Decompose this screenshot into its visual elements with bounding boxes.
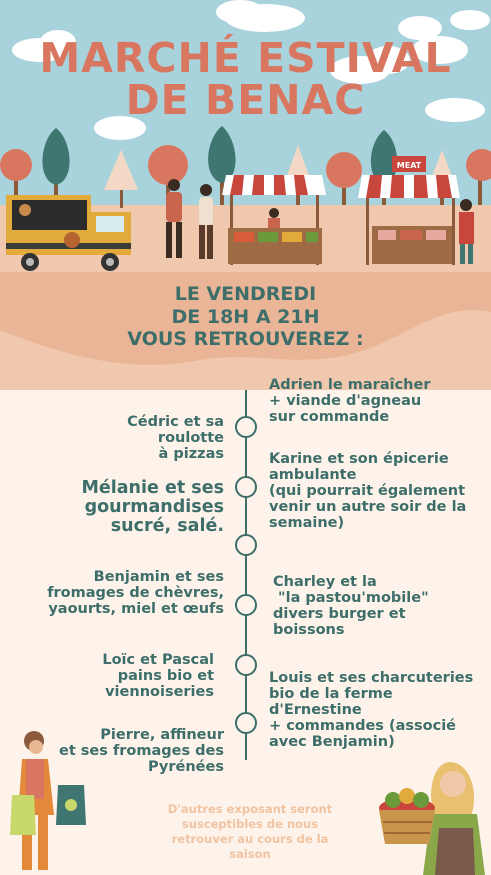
title-line-2: DE BENAC xyxy=(125,76,366,124)
timeline xyxy=(245,390,247,760)
woman-with-bag-illustration xyxy=(0,725,100,875)
exhibitor-melanie: Mélanie et ses gourmandises sucré, salé. xyxy=(81,478,224,536)
exhibitor-pierre: Pierre, affineur et ses fromages des Pyrénées xyxy=(58,727,224,775)
footer-note: D'autres exposant seront susceptibles de nous retrouver au cours de la saison xyxy=(167,802,333,861)
schedule-hours: DE 18H A 21H xyxy=(171,306,320,328)
exhibitor-charley: Charley et la "la pastou'mobile" divers burger et boissons xyxy=(273,574,429,638)
title-line-1: MARCHÉ ESTIVAL xyxy=(39,34,452,82)
schedule-intro: VOUS RETROUVEREZ : xyxy=(127,328,364,350)
timeline-node xyxy=(235,712,257,734)
exhibitor-adrien: Adrien le maraîcher + viande d'agneau sur commande xyxy=(269,377,431,425)
exhibitor-loic-pascal: Loïc et Pascal pains bio et viennoiseries xyxy=(102,652,214,700)
timeline-node xyxy=(235,654,257,676)
timeline-node xyxy=(235,534,257,556)
exhibitor-karine: Karine et son épicerie ambulante (qui pourrait également venir un autre soir de la semaine) xyxy=(269,451,467,531)
woman-with-basket-illustration xyxy=(375,758,491,875)
schedule-day: LE VENDREDI xyxy=(174,283,317,305)
timeline-node xyxy=(235,594,257,616)
exhibitor-benjamin: Benjamin et ses fromages de chèvres, yaourts, miel et œufs xyxy=(47,569,224,617)
meat-sign-text: MEAT xyxy=(396,161,422,170)
timeline-node xyxy=(235,476,257,498)
exhibitor-louis: Louis et ses charcuteries bio de la ferme d'Ernestine + commandes (associé avec Benjamin) xyxy=(269,670,474,750)
timeline-node xyxy=(235,416,257,438)
exhibitor-cedric: Cédric et sa roulotte à pizzas xyxy=(127,414,224,462)
